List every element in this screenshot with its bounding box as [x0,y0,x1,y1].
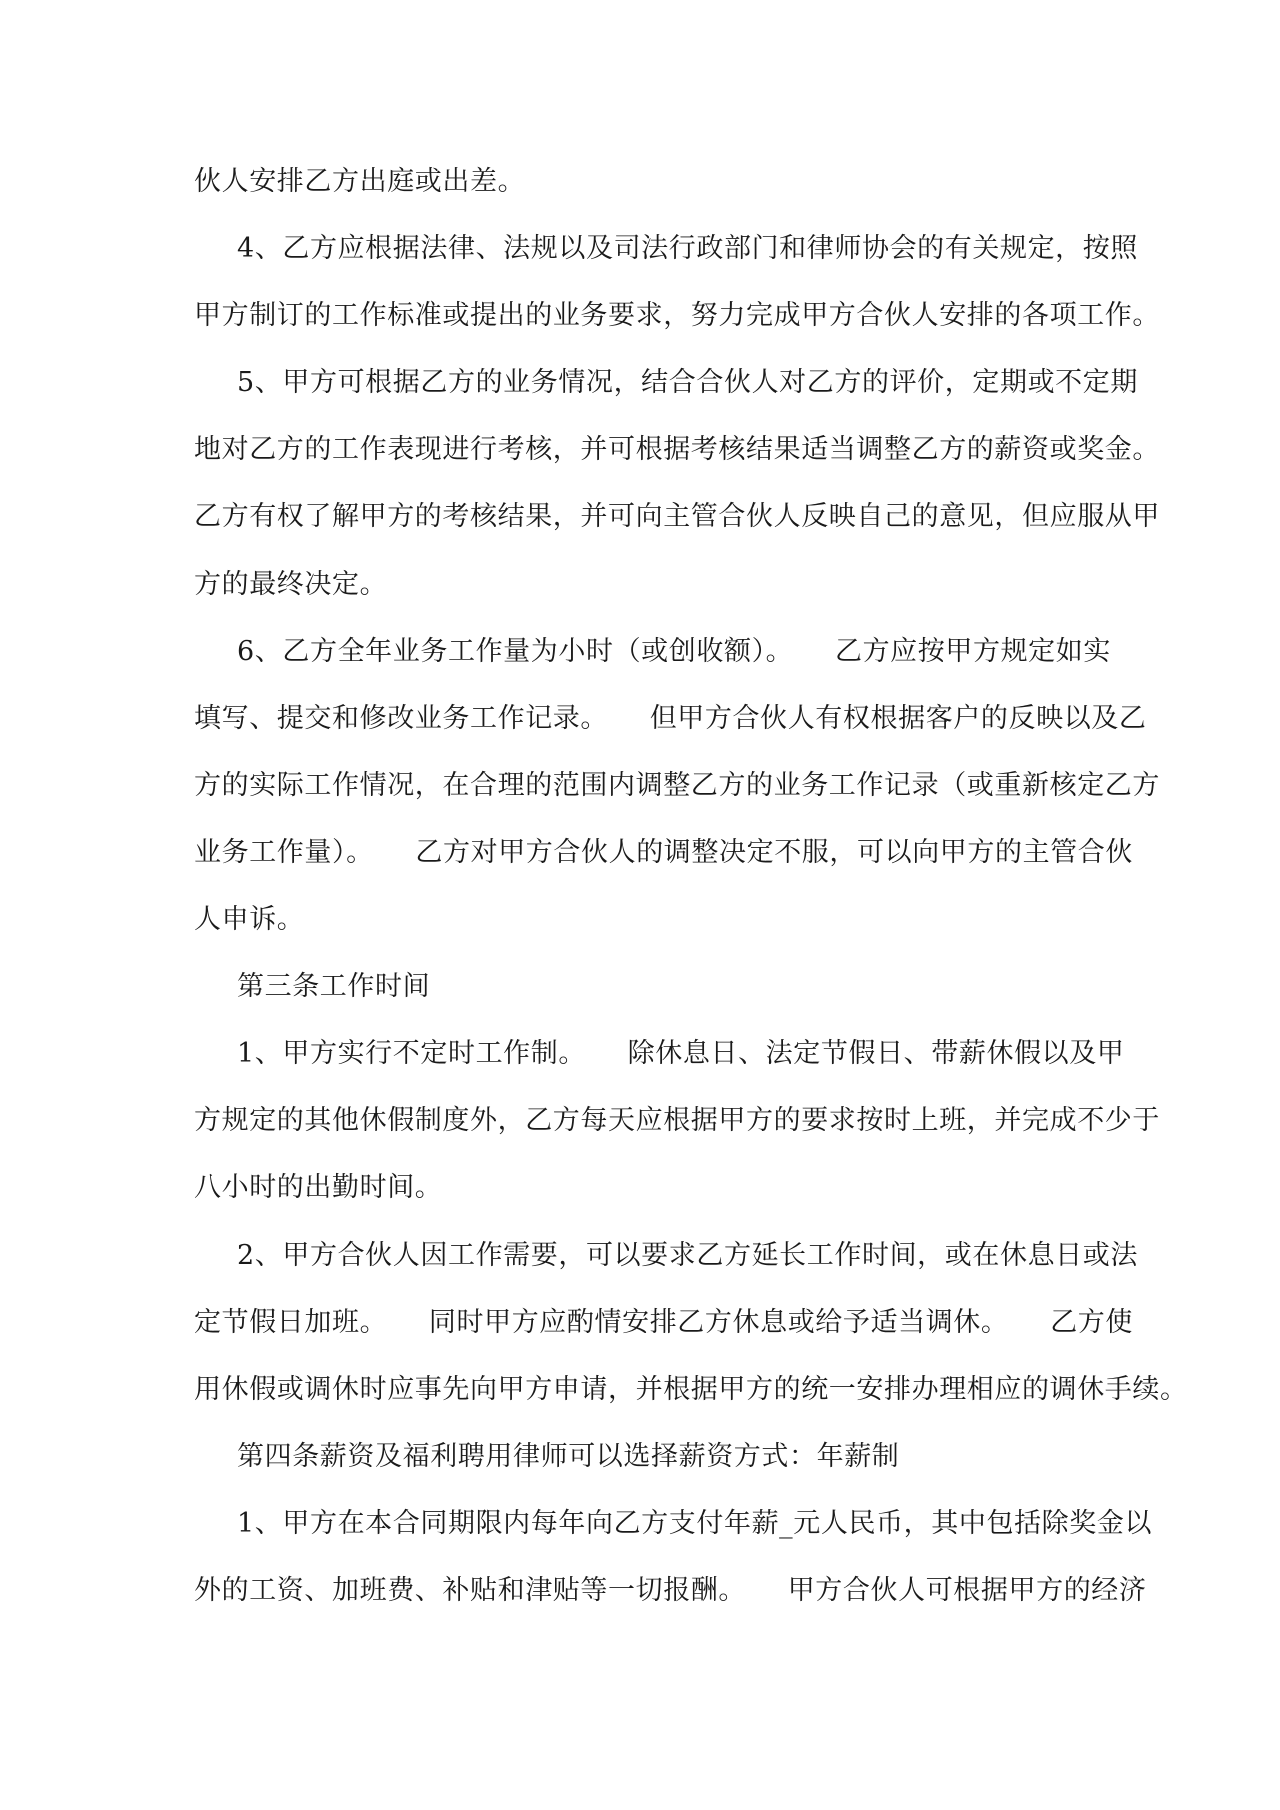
text-line: 1、甲方在本合同期限内每年向乙方支付年薪_元人民币，其中包括除奖金以 [237,1507,1153,1539]
text-line: 人申诉。 [194,904,305,936]
section-heading: 第四条薪资及福利聘用律师可以选择薪资方式：年薪制 [237,1440,900,1472]
text-line: 4、乙方应根据法律、法规以及司法行政部门和律师协会的有关规定，按照 [237,233,1138,265]
text-line: 方的实际工作情况，在合理的范围内调整乙方的业务工作记录（或重新核定乙方 [194,769,1160,801]
text-line: 地对乙方的工作表现进行考核，并可根据考核结果适当调整乙方的薪资或奖金。 [194,434,1160,466]
text-line: 方规定的其他休假制度外，乙方每天应根据甲方的要求按时上班，并完成不少于 [194,1105,1160,1137]
text-line: 八小时的出勤时间。 [194,1172,443,1204]
text-line: 用休假或调休时应事先向甲方申请，并根据甲方的统一安排办理相应的调休手续。 [194,1373,1188,1405]
text-line: 伙人安排乙方出庭或出差。 [194,166,526,197]
text-line: 5、甲方可根据乙方的业务情况，结合合伙人对乙方的评价，定期或不定期 [237,367,1138,399]
text-line: 外的工资、加班费、补贴和津贴等一切报酬。 甲方合伙人可根据甲方的经济 [194,1574,1147,1606]
text-line: 1、甲方实行不定时工作制。 除休息日、法定节假日、带薪休假以及甲 [237,1038,1125,1070]
text-line: 甲方制订的工作标准或提出的业务要求，努力完成甲方合伙人安排的各项工作。 [194,300,1160,332]
text-line: 乙方有权了解甲方的考核结果，并可向主管合伙人反映自己的意见，但应服从甲 [194,501,1160,533]
text-line: 2、甲方合伙人因工作需要，可以要求乙方延长工作时间，或在休息日或法 [237,1239,1138,1271]
section-heading: 第三条工作时间 [237,971,431,1003]
text-line: 定节假日加班。 同时甲方应酌情安排乙方休息或给予适当调休。 乙方使 [194,1306,1133,1338]
document-page [194,160,1188,1636]
text-line: 填写、提交和修改业务工作记录。 但甲方合伙人有权根据客户的反映以及乙 [194,702,1147,734]
text-line: 6、乙方全年业务工作量为小时（或创收额）。 乙方应按甲方规定如实 [237,635,1111,667]
text-line: 方的最终决定。 [194,568,388,600]
text-line: 业务工作量）。 乙方对甲方合伙人的调整决定不服，可以向甲方的主管合伙 [194,836,1133,868]
